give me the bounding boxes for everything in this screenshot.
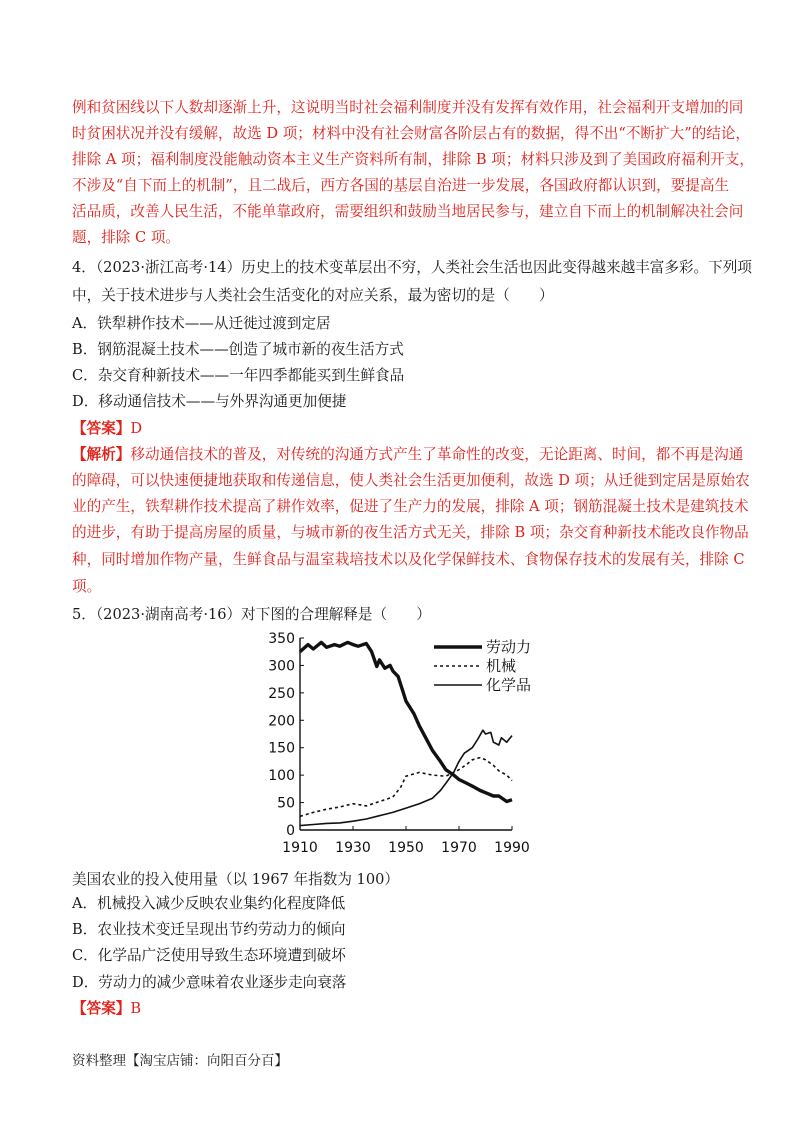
y-tick-label: 300 [268, 658, 295, 675]
q5-option-b: B．农业技术变迁呈现出节约劳动力的倾向 [72, 921, 346, 938]
y-tick-label: 50 [277, 795, 295, 812]
chart-legend [434, 638, 531, 694]
x-tick-label: 1990 [494, 840, 530, 856]
q5-option-d: D．劳动力的减少意味着农业逐步走向衰落 [72, 974, 347, 991]
q4-analysis-line: 项。 [72, 578, 102, 595]
q3-explanation-line: 不涉及“自下而上的机制”，且二战后，西方各国的基层自治进一步发展，各国政府都认识到，要提高生 [72, 177, 730, 194]
analysis-label: 【解析】 [72, 446, 131, 463]
q5-stem: 5．（2023·湖南高考·16）对下图的合理解释是（ ） [72, 606, 431, 623]
q4-option-a: A．铁犁耕作技术——从迁徙过渡到定居 [72, 315, 331, 332]
x-tick-label: 1970 [441, 840, 477, 856]
q4-option-b: B．钢筋混凝土技术——创造了城市新的夜生活方式 [72, 341, 404, 358]
q5-option-a: A．机械投入减少反映农业集约化程度降低 [72, 895, 346, 912]
answer-value: B [130, 1000, 142, 1017]
chart-caption: 美国农业的投入使用量（以 1967 年指数为 100） [72, 871, 400, 888]
y-tick-label: 350 [268, 632, 295, 647]
x-tick-label: 1910 [282, 840, 318, 856]
q5-answer [72, 999, 141, 1019]
q3-explanation-line: 题，排除 C 项。 [72, 229, 181, 246]
q3-explanation-line: 排除 A 项；福利制度没能触动资本主义生产资料所有制，排除 B 项；材料只涉及到了美国政府福利开支， [72, 151, 754, 168]
x-tick-label: 1930 [335, 840, 371, 856]
legend-label: 机械 [486, 657, 517, 675]
q4-analysis-line: 的进步，有助于提高房屋的质量，与城市新的夜生活方式无关，排除 B 项；杂交育种新技术能改良作物品 [72, 524, 749, 541]
answer-value: D [130, 420, 143, 437]
chart-series [300, 642, 512, 825]
y-tick-label: 0 [286, 823, 295, 839]
q3-explanation-line: 例和贫困线以下人数却逐渐上升，这说明当时社会福利制度并没有发挥有效作用，社会福利开支增加的同 [72, 99, 744, 116]
legend-label: 化学品 [486, 676, 532, 694]
q5-option-c: C．化学品广泛使用导致生态环境遭到破坏 [72, 947, 346, 964]
q3-explanation-line: 时贫困状况并没有缓解，故选 D 项；材料中没有社会财富各阶层占有的数据，得不出“不断扩大”的结论， [72, 125, 751, 142]
y-tick-label: 200 [268, 713, 295, 730]
series-line-化学品 [300, 730, 512, 825]
q4-stem-line: 中，关于技术进步与人类社会生活变化的对应关系，最为密切的是（ ） [72, 287, 554, 304]
footer-note: 资料整理【淘宝店铺：向阳百分百】 [72, 1053, 288, 1069]
analysis-text: 移动通信技术的普及，对传统的沟通方式产生了革命性的改变，无论距离、时间，都不再是沟通 [130, 446, 744, 463]
q4-analysis-line: 业的产生，铁犁耕作技术提高了耕作效率，促进了生产力的发展，排除 A 项；钢筋混凝土技术是建筑技术 [72, 498, 749, 515]
q4-analysis-line: 种，同时增加作物产量，生鲜食品与温室栽培技术以及化学保鲜技术、食物保存技术的发展有关，排除 C [72, 551, 745, 568]
q4-analysis-line [72, 445, 743, 465]
line-chart [256, 632, 546, 864]
answer-label: 【答案】 [72, 420, 131, 437]
series-line-劳动力 [300, 642, 512, 801]
y-tick-label: 250 [268, 685, 295, 702]
q4-answer [72, 419, 142, 439]
q4-stem-line: 4．（2023·浙江高考·14）历史上的技术变革层出不穷，人类社会生活也因此变得越来越丰富多彩。下列项 [72, 259, 752, 276]
answer-label: 【答案】 [72, 1000, 131, 1017]
q3-explanation-line: 活品质，改善人民生活，不能单靠政府，需要组织和鼓励当地居民参与，建立自下而上的机制解决社会问 [72, 203, 744, 220]
y-tick-label: 150 [268, 740, 295, 757]
x-tick-label: 1950 [388, 840, 424, 856]
q4-option-c: C．杂交育种新技术——一年四季都能买到生鲜食品 [72, 367, 405, 384]
legend-label: 劳动力 [486, 638, 532, 656]
y-tick-label: 100 [268, 768, 295, 785]
q4-analysis-line: 的障碍，可以快速便捷地获取和传递信息，使人类社会生活更加便利，故选 D 项；从迁徙到定居是原始农 [72, 472, 750, 489]
q4-option-d: D．移动通信技术——与外界沟通更加便捷 [72, 393, 347, 410]
